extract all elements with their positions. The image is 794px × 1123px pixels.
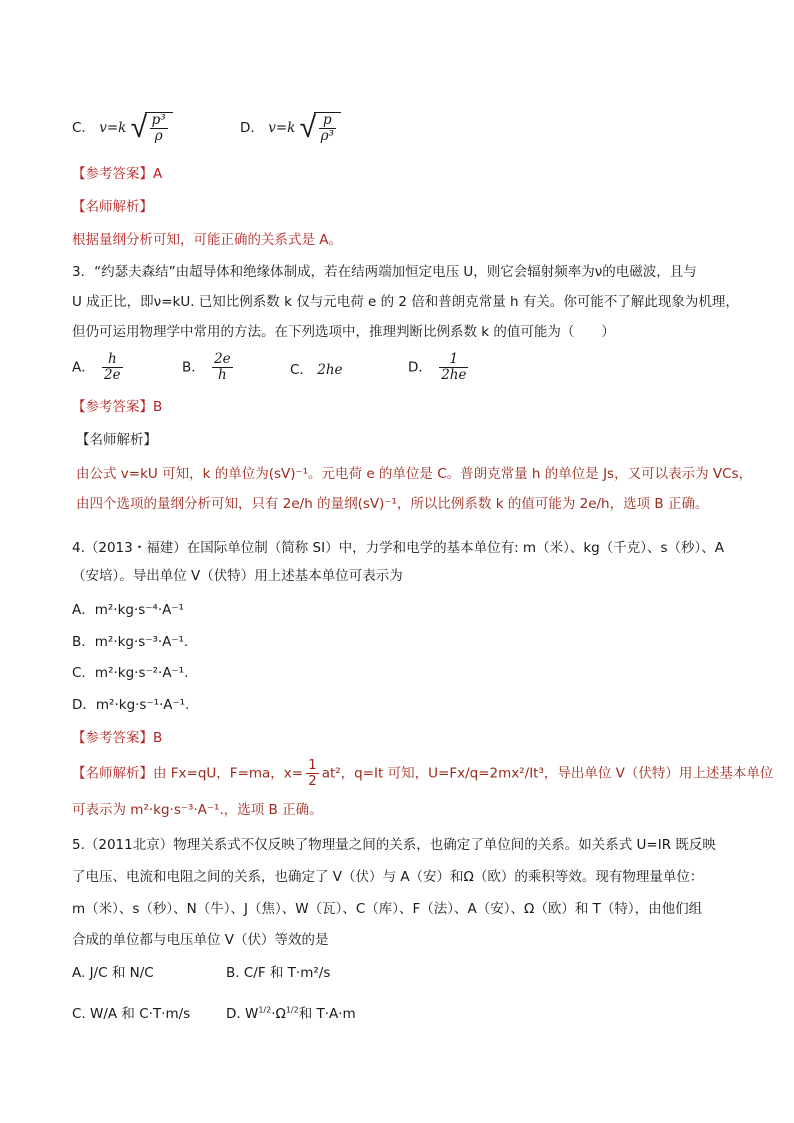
q3-option-d — [408, 352, 471, 383]
q2-options-cd — [72, 110, 334, 145]
option-text: 和 T·A·m — [298, 1006, 356, 1022]
q5-option-c: C. W/A 和 C·T·m/s — [72, 1006, 191, 1022]
q5-option-d — [226, 1004, 356, 1024]
frac-denominator: 2 — [308, 773, 317, 789]
q4-option-b: B．m²·kg·s⁻³·A⁻¹. — [72, 634, 189, 650]
option-label: B． — [182, 359, 205, 376]
q3-text-line-3: 但仍可运用物理学中常用的方法。在下列选项中，推理判断比例系数 k 的值可能为（ ） — [72, 324, 615, 340]
frac-denominator: h — [212, 367, 233, 383]
q5-text-line-3: m（米）、s（秒）、N（牛）、J（焦）、W（瓦）、C（库）、F（法）、A（安）、Ω（欧）和 T（特），由他们组 — [72, 901, 703, 917]
q4-analysis-title: 【名师解析】 — [72, 765, 153, 782]
formula-var: v=k — [99, 120, 127, 136]
frac-numerator: p³ — [151, 112, 166, 128]
option-label: D． — [408, 359, 432, 376]
frac-numerator: p — [322, 112, 332, 128]
option-label: C． — [72, 120, 95, 136]
q4-analysis-line-1 — [72, 758, 773, 794]
sqrt-expression: √ $\frac{\text{p³}}{\rho}$ — [131, 112, 173, 144]
q2-answer: 【参考答案】A — [72, 166, 163, 182]
q5-option-a: A. J/C 和 N/C — [72, 965, 154, 981]
frac-numerator: 1 — [308, 757, 317, 773]
q4-option-d: D．m²·kg·s⁻¹·A⁻¹. — [72, 697, 190, 713]
option-label: C． — [290, 362, 313, 378]
frac-denominator: ρ — [150, 128, 168, 144]
sqrt-expression: √ $\frac{p}{\text{ρ³}}$ — [300, 112, 341, 144]
q4-option-c: C．m²·kg·s⁻²·A⁻¹. — [72, 665, 189, 681]
q3-analysis-line-1: 由公式 v=kU 可知，k 的单位为(sV)⁻¹。元电荷 e 的单位是 C。普朗克常量 h 的单位是 Js，又可以表示为 VCs， — [76, 466, 753, 482]
q5-option-b: B. C/F 和 T·m²/s — [226, 965, 331, 981]
exponent: 1/2 — [258, 1005, 272, 1015]
frac-denominator: ρ³ — [320, 128, 334, 144]
q3-answer: 【参考答案】B — [72, 399, 163, 415]
q2-option-d — [240, 112, 341, 144]
q3-text-line-1: 3．“约瑟夫森结”由超导体和绝缘体制成，若在结两端加恒定电压 U，则它会辐射频率为ν的电磁波，且与 — [72, 264, 697, 280]
q3-text-line-2: U 成正比，即ν=kU. 已知比例系数 k 仅与元电荷 e 的 2 倍和普朗克常量 h 有关。你可能不了解此现象为机理， — [72, 294, 739, 310]
analysis-text: at²，q=It 可知，U=Fx/q=2mx²/It³，导出单位 V（伏特）用上述基本单位 — [321, 765, 774, 782]
q3-option-b — [182, 352, 236, 383]
q3-options — [72, 351, 467, 388]
frac-numerator: h — [107, 351, 117, 367]
analysis-text: 由 Fx=qU，F=ma，x= — [153, 765, 304, 782]
option-text: D. W — [226, 1006, 259, 1022]
q5-text-line-4: 合成的单位都与电压单位 V（伏）等效的是 — [72, 932, 329, 948]
option-label: A． — [72, 359, 95, 376]
frac-denominator: 2e — [104, 367, 121, 383]
q3-analysis-line-2: 由四个选项的量纲分析可知，只有 2e/h 的量纲(sV)⁻¹，所以比例系数 k 的值可能为 2e/h，选项 B 正确。 — [76, 496, 709, 512]
frac-numerator: 2e — [214, 351, 231, 367]
frac-numerator: 1 — [449, 351, 459, 367]
exponent: 1/2 — [285, 1005, 299, 1015]
option-text: ·Ω — [271, 1006, 286, 1022]
option-label: D． — [240, 120, 264, 136]
q4-option-a: A．m²·kg·s⁻⁴·A⁻¹ — [72, 602, 184, 618]
formula-var: v=k — [268, 120, 296, 136]
option-value: 2he — [317, 362, 343, 378]
q5-text-line-1: 5.（2011北京）物理关系式不仅反映了物理量之间的关系，也确定了单位间的关系。如关系式 U=IR 既反映 — [72, 837, 716, 853]
frac-denominator: 2he — [441, 367, 467, 383]
q3-analysis-title: 【名师解析】 — [76, 432, 157, 448]
q4-text-line-1: 4.（2013・福建）在国际单位制（简称 SI）中，力学和电学的基本单位有: m（米）、kg（千克）、s（秒）、A — [72, 540, 724, 556]
q3-option-c — [290, 360, 343, 380]
q2-analysis-text: 根据量纲分析可知，可能正确的关系式是 A。 — [72, 232, 343, 248]
q2-analysis-title: 【名师解析】 — [72, 199, 153, 215]
q5-text-line-2: 了电压、电流和电阻之间的关系，也确定了 V（伏）与 A（安）和Ω（欧）的乘积等效。现有物理量单位： — [72, 869, 704, 885]
q4-text-line-2: （安培）。导出单位 V（伏特）用上述基本单位可表示为 — [72, 568, 403, 584]
q4-answer: 【参考答案】B — [72, 730, 163, 746]
q4-analysis-line-2: 可表示为 m²·kg·s⁻³·A⁻¹.，选项 B 正确。 — [72, 802, 323, 818]
q2-option-c — [72, 112, 173, 144]
q3-option-a — [72, 352, 126, 383]
